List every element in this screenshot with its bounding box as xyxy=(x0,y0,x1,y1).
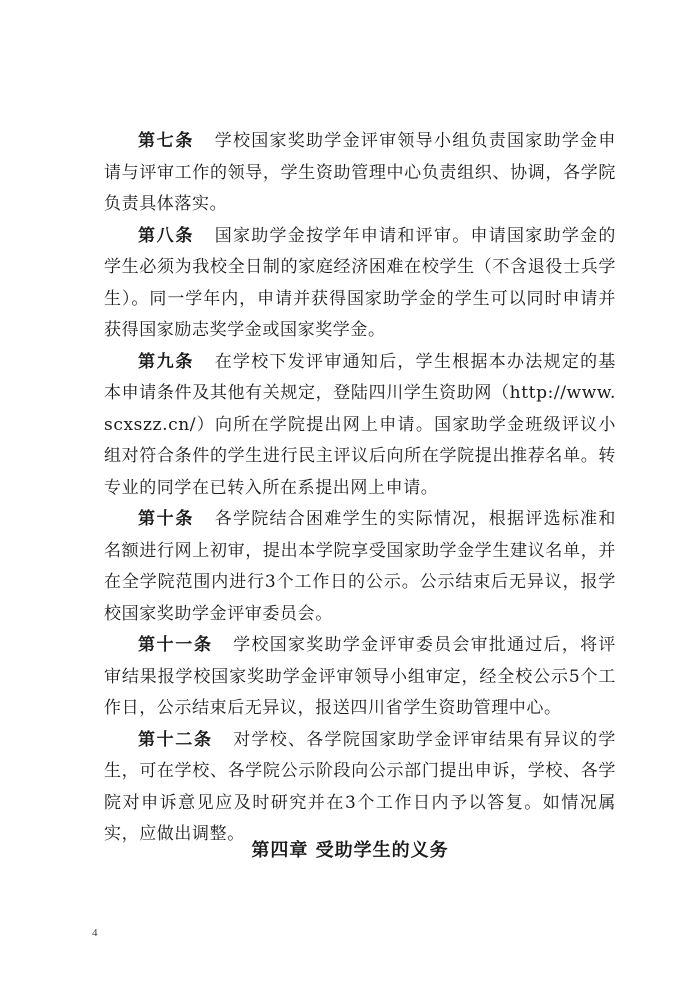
article-12 xyxy=(104,725,616,851)
article-number: 第九条 xyxy=(138,351,195,372)
article-number: 第十条 xyxy=(138,509,195,529)
article-10 xyxy=(104,504,616,630)
article-text: 对学校、各学院国家助学金评审结果有异议的学生，可在学校、各学院公示阶段向公示部门提出申诉，学校、各学院对申诉意见应及时研究并在3个工作日内予以答复。如情况属实，应做出调整。 xyxy=(104,729,616,844)
article-7 xyxy=(104,126,616,221)
article-11 xyxy=(104,630,616,725)
article-text: 学校国家奖助学金评审领导小组负责国家助学金申请与评审工作的领导，学生资助管理中心负责组织、协调，各学院负责具体落实。 xyxy=(104,131,616,214)
chapter-heading: 第四章 受助学生的义务 xyxy=(251,840,449,861)
page-number: 4 xyxy=(92,927,98,939)
article-text: 在学校下发评审通知后，学生根据本办法规定的基本申请条件及其他有关规定，登陆四川学生资助网（http://www.scxszz.cn/）向所在学院提出网上申请。国家助学金班级评议小组对符合条件的学生进行民主评议后向所在学院提出推荐名单。转专业的同学在已转入所在系提出网上申请。 xyxy=(104,351,616,498)
article-number: 第十一条 xyxy=(138,635,213,655)
article-text: 各学院结合困难学生的实际情况，根据评选标准和名额进行网上初审，提出本学院享受国家助学金学生建议名单，并在全学院范围内进行3个工作日的公示。公示结束后无异议，报学校国家奖助学金评审委员会。 xyxy=(104,509,616,624)
article-text: 学校国家奖助学金评审委员会审批通过后，将评审结果报学校国家奖助学金评审领导小组审定，经全校公示5个工作日，公示结束后无异议，报送四川省学生资助管理中心。 xyxy=(104,635,616,718)
article-9 xyxy=(104,347,616,505)
article-number: 第七条 xyxy=(138,131,195,151)
article-number: 第八条 xyxy=(138,225,195,246)
article-8 xyxy=(104,221,616,347)
article-text: 国家助学金按学年申请和评审。申请国家助学金的学生必须为我校全日制的家庭经济困难在校学生（不含退役士兵学生）。同一学年内，申请并获得国家助学金的学生可以同时申请并获得国家励志奖学金或国家奖学金。 xyxy=(104,225,616,340)
body-text xyxy=(104,126,616,851)
article-number: 第十二条 xyxy=(138,729,213,750)
